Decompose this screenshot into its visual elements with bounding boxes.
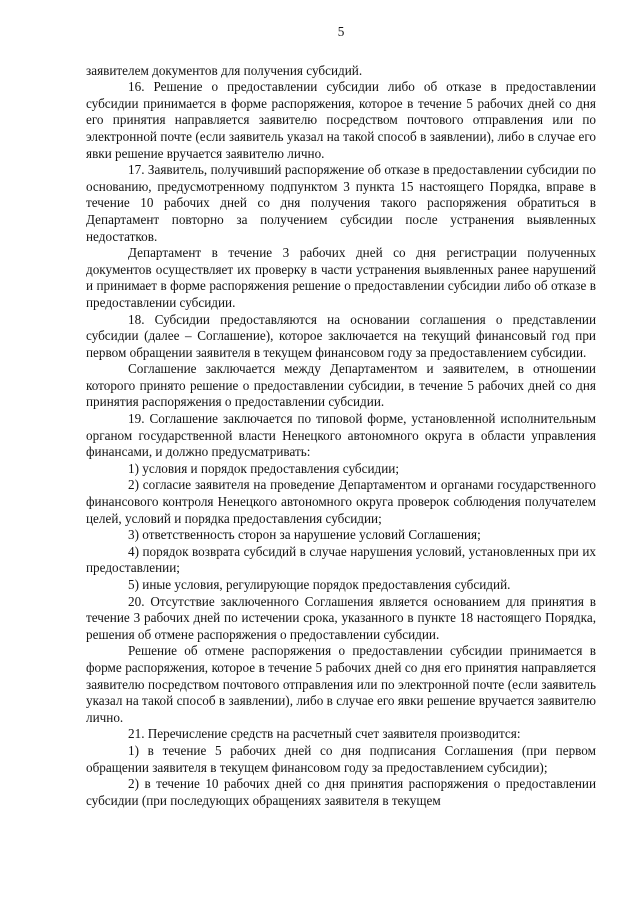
- list-item-21-1: 1) в течение 5 рабочих дней со дня подписания Соглашения (при первом обращении заявителя в текущем финансовом году за предоставлением субсидии);: [86, 742, 596, 775]
- paragraph-20: 20. Отсутствие заключенного Соглашения является основанием для принятия в течение 3 рабочих дней по истечении срока, указанного в пункте 18 настоящего Порядка, решения об отмене распоряжения о предоставлении субсидии.: [86, 593, 596, 642]
- paragraph-17: 17. Заявитель, получивший распоряжение об отказе в предоставлении субсидии по основанию, предусмотренному подпунктом 3 пункта 15 настоящего Порядка, вправе в течение 10 рабочих дней со дня получения такого распоряжения обратиться в Департамент повторно за получением субсидии после устранения выявленных недостатков.: [86, 162, 596, 244]
- paragraph-18-agreement: Соглашение заключается между Департаментом и заявителем, в отношении которого принято решение о предоставлении субсидии, в течение 5 рабочих дней со дня принятия распоряжения о предоставлении субсидии.: [86, 361, 596, 410]
- list-item-19-3: 3) ответственность сторон за нарушение условий Соглашения;: [128, 527, 481, 543]
- page-number: 5: [337, 24, 345, 39]
- list-item-21-2: 2) в течение 10 рабочих дней со дня принятия распоряжения о предоставлении субсидии (при последующих обращениях заявителя в текущем: [86, 776, 596, 808]
- list-item-19-2: 2) согласие заявителя на проведение Департаментом и органами государственного финансового контроля Ненецкого автономного округа проверок соблюдения получателем целей, условий и порядка предоставления субсидии;: [86, 477, 596, 526]
- paragraph-continuation: заявителем документов для получения субсидий.: [86, 62, 363, 78]
- paragraph-17-department-check: Департамент в течение 3 рабочих дней со дня регистрации полученных документов осуществляет их проверку в части устранения выявленных ранее нарушений и принимает в форме распоряжения решение о предоставлении субсидии либо об отказе в предоставлении субсидии.: [86, 245, 596, 310]
- list-item-19-1: 1) условия и порядок предоставления субсидии;: [128, 460, 399, 476]
- paragraph-19: 19. Соглашение заключается по типовой форме, установленной исполнительным органом государственной власти Ненецкого автономного округа в области управления финансами, и должно предусматривать:: [86, 411, 596, 460]
- paragraph-20-cancellation: Решение об отмене распоряжения о предоставлении субсидии принимается в форме распоряжения, которое в течение 5 рабочих дней со дня его принятия направляется заявителю посредством почтового отправления или по электронной почте (если заявитель указал на такой способ в заявлении), либо в случае его явки решение вручается заявителю лично.: [86, 643, 596, 725]
- list-item-19-5: 5) иные условия, регулирующие порядок предоставления субсидий.: [128, 577, 511, 592]
- paragraph-18: 18. Субсидии предоставляются на основании соглашения о представлении субсидии (далее – Соглашение), которое заключается на текущий финансовый год при первом обращении заявителя в текущем финансовом году за предоставлением субсидии.: [86, 311, 596, 360]
- paragraph-16: 16. Решение о предоставлении субсидии либо об отказе в предоставлении субсидии принимается в форме распоряжения, которое в течение 5 рабочих дней со дня его принятия направляется заявителю посредством почтового отправления или по электронной почте (если заявитель указал на такой способ в заявлении), либо в случае его явки решение вручается заявителю лично.: [86, 79, 596, 161]
- paragraph-21: 21. Перечисление средств на расчетный счет заявителя производится:: [128, 726, 521, 742]
- list-item-19-4: 4) порядок возврата субсидий в случае нарушения условий, установленных при их предоставлении;: [86, 543, 596, 576]
